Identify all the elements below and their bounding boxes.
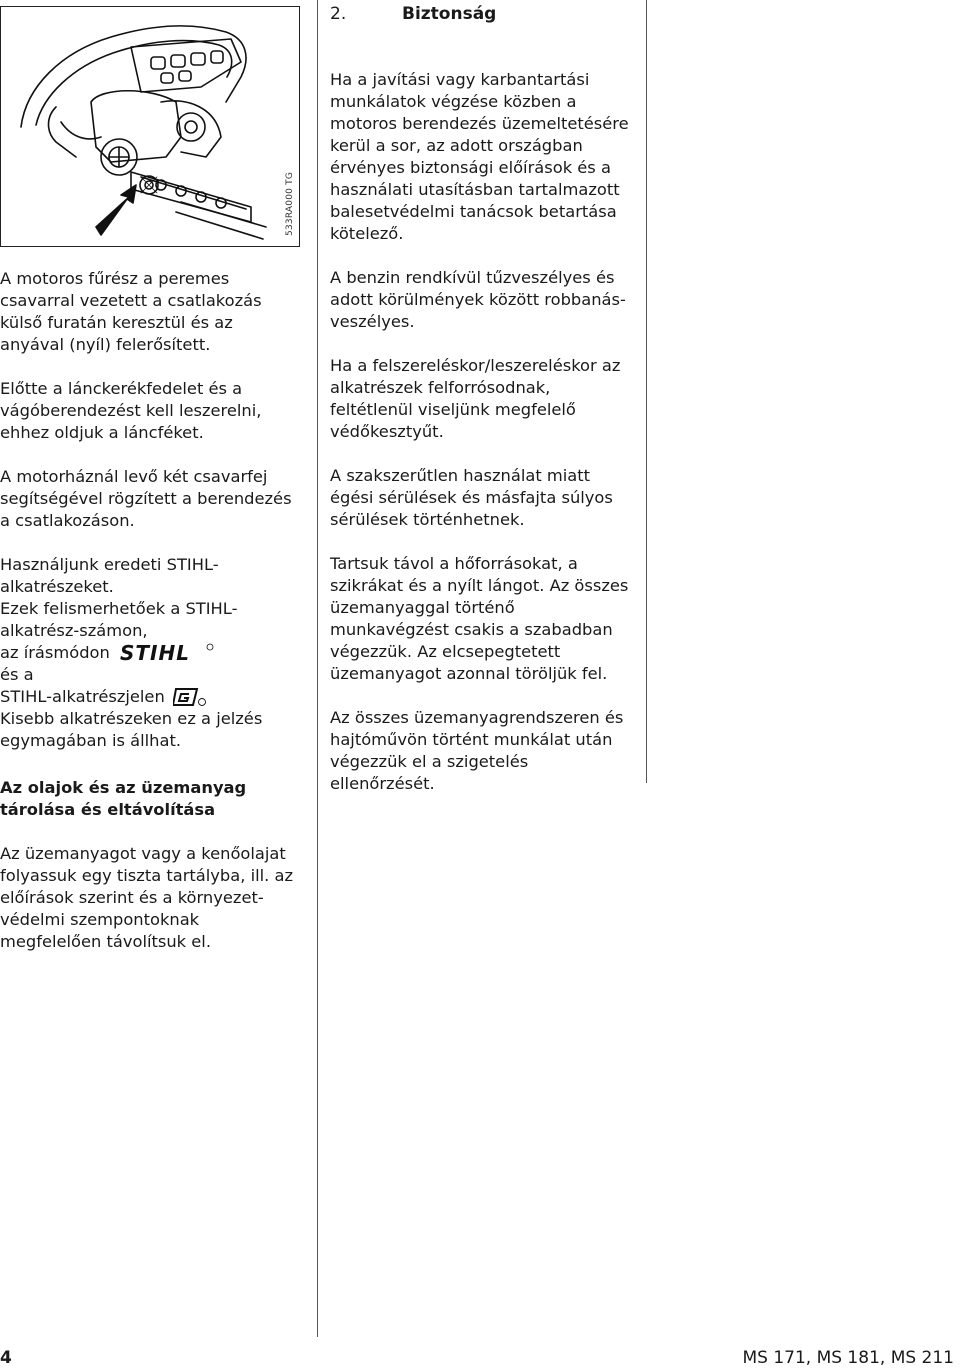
svg-text:STIHL: STIHL [119,642,190,664]
text-span: STIHL-alkatrészjelen [0,687,165,706]
logo-line [0,642,300,664]
paragraph: Ha a felszereléskor/leszereléskor az alkatrészek felforrósodnak, feltétlenül viseljünk megfelelő védőkesztyűt. [330,356,621,441]
section-heading [330,4,496,24]
figure-code: 533RA000 TG [285,172,295,236]
text-span: az írásmódon [0,643,110,662]
storage-heading: Az olajok és az üzemanyag tárolása és eltávolítása [0,778,247,819]
column-divider [317,0,318,1337]
paragraph: A motoros fűrész a peremes csavarral vezetett a csatlakozás külső furatán keresztül és az anyával (nyíl) felerősített. [0,269,262,354]
section-title: Biztonság [402,4,497,24]
text-line: és a [0,665,34,684]
model-label: MS 171, MS 181, MS 211 [742,1348,954,1368]
right-column [330,69,630,795]
chainsaw-illustration [0,6,300,247]
text-line: Ezek felismerhetőek a STIHL-alkatrész-számon, [0,599,238,640]
text-line: Kisebb alkatrészeken ez a jelzés egymagában is állhat. [0,709,263,750]
logo-line [0,686,300,708]
right-margin-rule [646,0,647,783]
parts-mark-icon [173,687,207,707]
paragraph: A motorháznál levő két csavarfej segítségével rögzített a berendezés a csatlakozáson. [0,467,292,530]
parts-paragraph [0,554,300,752]
storage-text [0,843,300,953]
page-number: 4 [0,1348,12,1368]
stihl-logo-icon [118,642,214,664]
paragraph: Az összes üzemanyagrendszeren és hajtóművön történt munkálat után végezzük el a szigetelés ellenőrzését. [330,708,624,793]
left-column [0,268,300,752]
paragraph: Előtte a lánckerékfedelet és a vágóberendezést kell leszerelni, ehhez oldjuk a láncféket. [0,379,262,442]
paragraph: Az üzemanyagot vagy a kenőolajat folyassuk egy tiszta tartályba, ill. az előírások szerint és a környezet-védelmi szempontoknak megfelelően távolítsuk el. [0,844,294,951]
section-number: 2. [330,4,347,24]
paragraph: A benzin rendkívül tűzveszélyes és adott körülmények között robbanás-veszélyes. [330,268,626,331]
paragraph: Tartsuk távol a hőforrásokat, a szikrákat és a nyílt lángot. Az összes üzemanyaggal történő munkavégzést csakis a szabadban végezzük. Az elcsepegtetett üzemanyagot azonnal töröljük fel. [330,554,629,683]
text-line: Használjunk eredeti STIHL-alkatrészeket. [0,555,219,596]
paragraph: A szakszerűtlen használat miatt égési sérülések és másfajta súlyos sérülések történhetnek. [330,466,613,529]
paragraph: Ha a javítási vagy karbantartási munkálatok végzése közben a motoros berendezés üzemeltetésére kerül a sor, az adott országban érvényes biztonsági előírások és a használati utasításban tartalmazott balesetvédelmi tanácsok betartása kötelező. [330,70,629,243]
